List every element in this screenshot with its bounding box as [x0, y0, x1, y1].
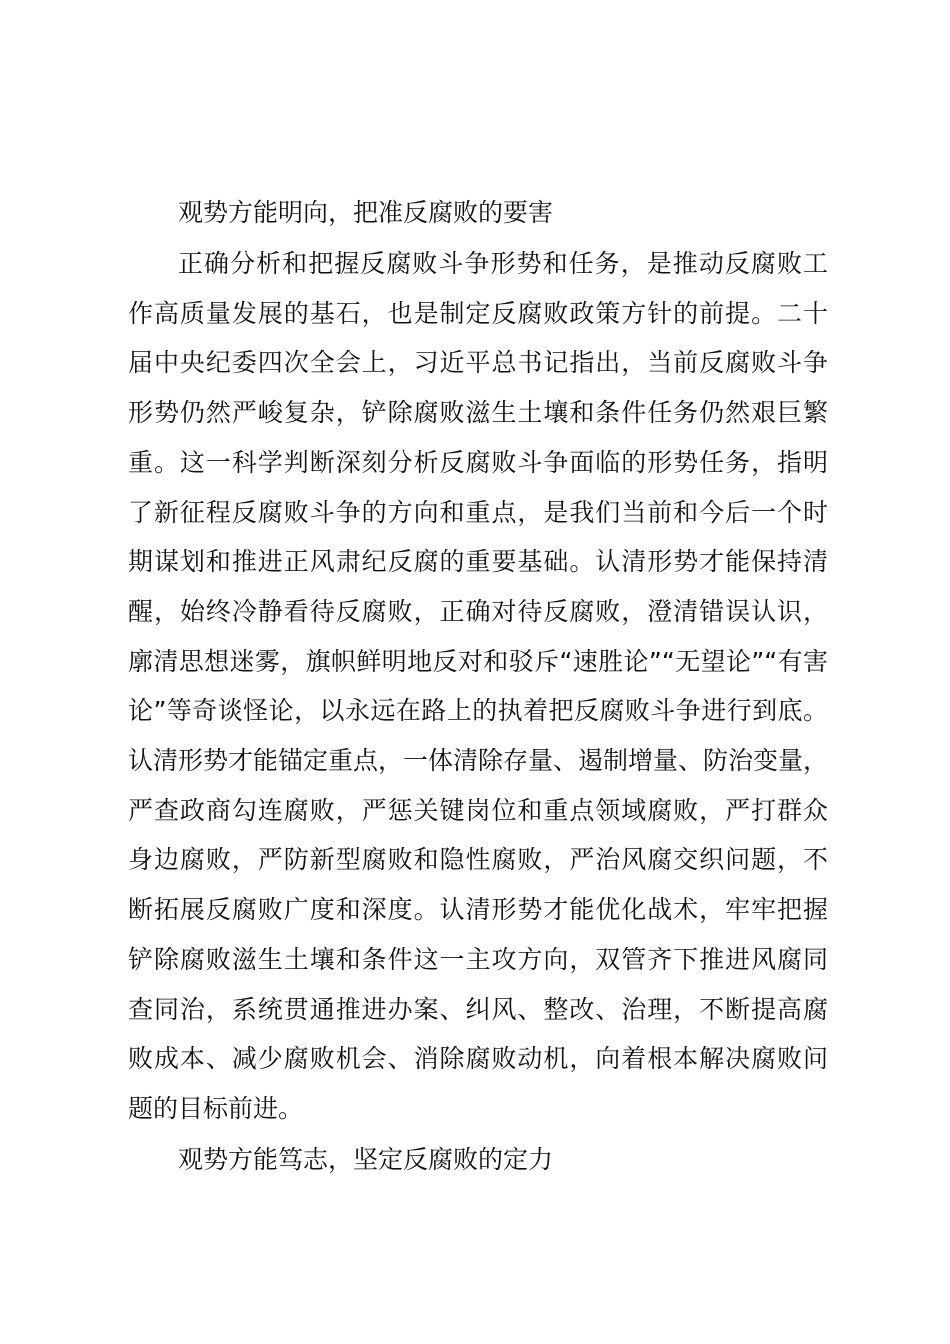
section-heading: 观势方能明向，把准反腐败的要害 [178, 198, 554, 227]
paragraph-line: 廓清思想迷雾，旗帜鲜明地反对和驳斥“速胜论”“无望论”“有害 [128, 646, 828, 676]
paragraph-line: 形势仍然严峻复杂，铲除腐败滋生土壤和条件任务仍然艰巨繁 [128, 398, 828, 428]
paragraph-line: 醒，始终冷静看待反腐败，正确对待反腐败，澄清错误认识， [128, 596, 828, 626]
paragraph-line: 认清形势才能锚定重点，一体清除存量、遏制增量、防治变量， [128, 746, 829, 775]
paragraph-line: 查同治，系统贯通推进办案、纠风、整改、治理，不断提高腐 [128, 994, 828, 1024]
paragraph-line: 届中央纪委四次全会上，习近平总书记指出，当前反腐败斗争 [128, 348, 828, 378]
paragraph-line: 了新征程反腐败斗争的方向和重点，是我们当前和今后一个时 [128, 497, 828, 527]
paragraph-line: 铲除腐败滋生土壤和条件这一主攻方向，双管齐下推进风腐同 [128, 944, 828, 974]
paragraph-line: 期谋划和推进正风肃纪反腐的重要基础。认清形势才能保持清 [128, 547, 828, 577]
paragraph-line: 正确分析和把握反腐败斗争形势和任务，是推动反腐败工 [178, 249, 828, 278]
paragraph-line: 作高质量发展的基石，也是制定反腐败政策方针的前提。二十 [128, 298, 828, 328]
paragraph-line: 重。这一科学判断深刻分析反腐败斗争面临的形势任务，指明 [128, 447, 828, 477]
paragraph-line: 断拓展反腐败广度和深度。认清形势才能优化战术，牢牢把握 [128, 895, 828, 925]
paragraph-line: 败成本、减少腐败机会、消除腐败动机，向着根本解决腐败问 [128, 1044, 828, 1074]
paragraph-line: 严查政商勾连腐败，严惩关键岗位和重点领域腐败，严打群众 [128, 795, 828, 825]
paragraph-line: 论”等奇谈怪论，以永远在路上的执着把反腐败斗争进行到底。 [128, 696, 828, 726]
section-heading: 观势方能笃志，坚定反腐败的定力 [178, 1145, 554, 1174]
paragraph-line: 身边腐败，严防新型腐败和隐性腐败，严治风腐交织问题，不 [128, 845, 828, 875]
paragraph-line: 题的目标前进。 [128, 1093, 304, 1123]
